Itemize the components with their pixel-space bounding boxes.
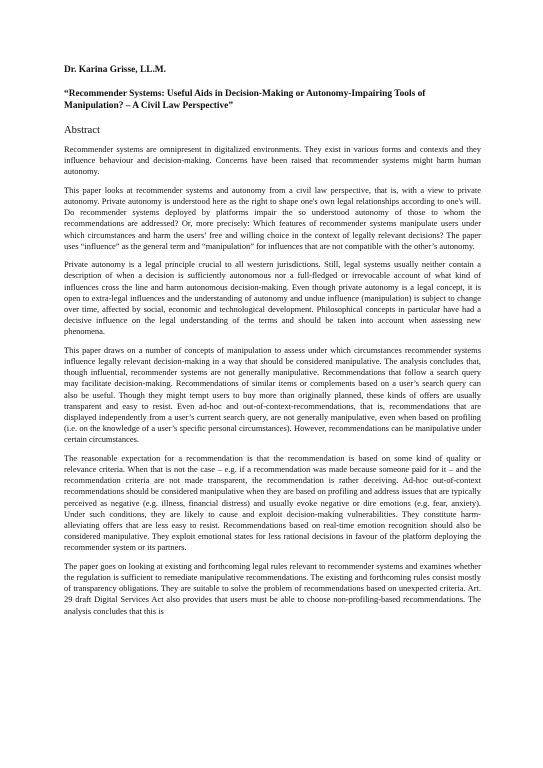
author-name: Dr. Karina Grisse, LL.M. <box>64 65 166 75</box>
abstract-paragraph-6: The paper goes on looking at existing and forthcoming legal rules relevant to recommender systems and examines whether the regulation is sufficient to remediate manipulative recommendations. The existing and forthcoming rules consist mostly of transparency obligations. They are suitable to solve the problem of recommendations based on unexpected criteria. Art. 29 draft Digital Services Act also provides that users must be able to choose non-profiling-based recommendations. The analysis concludes that this is <box>64 560 481 616</box>
abstract-paragraph-5: The reasonable expectation for a recommendation is that the recommendation is based on some kind of quality or relevance criteria. When that is not the case – e.g. if a recommendation was made because someone paid for it – and the recommendation criteria are not made transparent, the recommendation is rather deceiving. Ad-hoc out-of-context recommendations should be considered manipulative when they are based on profiling and address issues that are typically perceived as negative (e.g. illness, financial distress) and usually evoke negative or dire emotions (e.g. fear, anxiety). Under such conditions, they are likely to cause and exploit decision-making vulnerabilities. They constitute harm-alleviating offers that are less easy to resist. Recommendations based on real-time emotion recognition should also be considered manipulative. They exploit emotional states for less rational decisions in favour of the platform deploying the recommender system or its partners. <box>64 452 481 553</box>
abstract-paragraph-1: Recommender systems are omnipresent in digitalized environments. They exist in various forms and contexts and they influence behaviour and decision-making. Concerns have been raised that recommender systems might harm human autonomy. <box>64 144 481 177</box>
abstract-paragraph-4: This paper draws on a number of concepts of manipulation to assess under which circumstances recommender systems influence legally relevant decision-making in a way that should be considered manipulative. The analysis concludes that, though influential, recommender systems are not generally manipulative. Recommendations that follow a search query may facilitate decision-making. Recommendations of similar items or complements based on a user’s search query can also be useful. Though they might tempt users to buy more than originally planned, these kinds of offers are usually transparent and easy to resist. Even ad-hoc and out-of-context-recommendations, that is, recommendations that are displayed independently from a user’s current search query, are not generally manipulative, even when based on profiling (i.e. on the knowledge of a user’s specific personal circumstances). However, recommendations can be manipulative under certain circumstances. <box>64 344 481 445</box>
abstract-body <box>64 144 481 617</box>
paper-title: “Recommender Systems: Useful Aids in Decision-Making or Autonomy-Impairing Tools of Manipulation? – A Civil Law Perspective” <box>64 89 426 111</box>
abstract-paragraph-2: This paper looks at recommender systems and autonomy from a civil law perspective, that is, with a view to private autonomy. Private autonomy is understood here as the right to shape one's own legal relationships according to one's will. Do recommender systems deployed by platforms impair the so understood autonomy of those to whom the recommendations are addressed? Or, more precisely: Which features of recommender systems manipulate users under which circumstances and harm the users’ free and willing choice in the context of legally relevant decisions? The paper uses “influence” as the general term and “manipulation” for influences that are not compatible with the other’s autonomy. <box>64 184 481 251</box>
abstract-heading: Abstract <box>64 125 100 136</box>
paper-page <box>64 64 481 624</box>
abstract-paragraph-3: Private autonomy is a legal principle crucial to all western jurisdictions. Still, legal systems usually neither contain a description of when a decision is sufficiently autonomous nor a full-fledged or irrevocable account of what kind of influences cross the line and harm autonomous decision-making. Even though private autonomy is a legal concept, it is open to extra-legal influences and the understanding of autonomy and undue influence (manipulation) is subject to change over time, affected by social, economic and technological development. Philosophical concepts in particular have had a decisive influence on the legal understanding of the terms and should be taken into account when assessing new phenomena. <box>64 259 481 337</box>
